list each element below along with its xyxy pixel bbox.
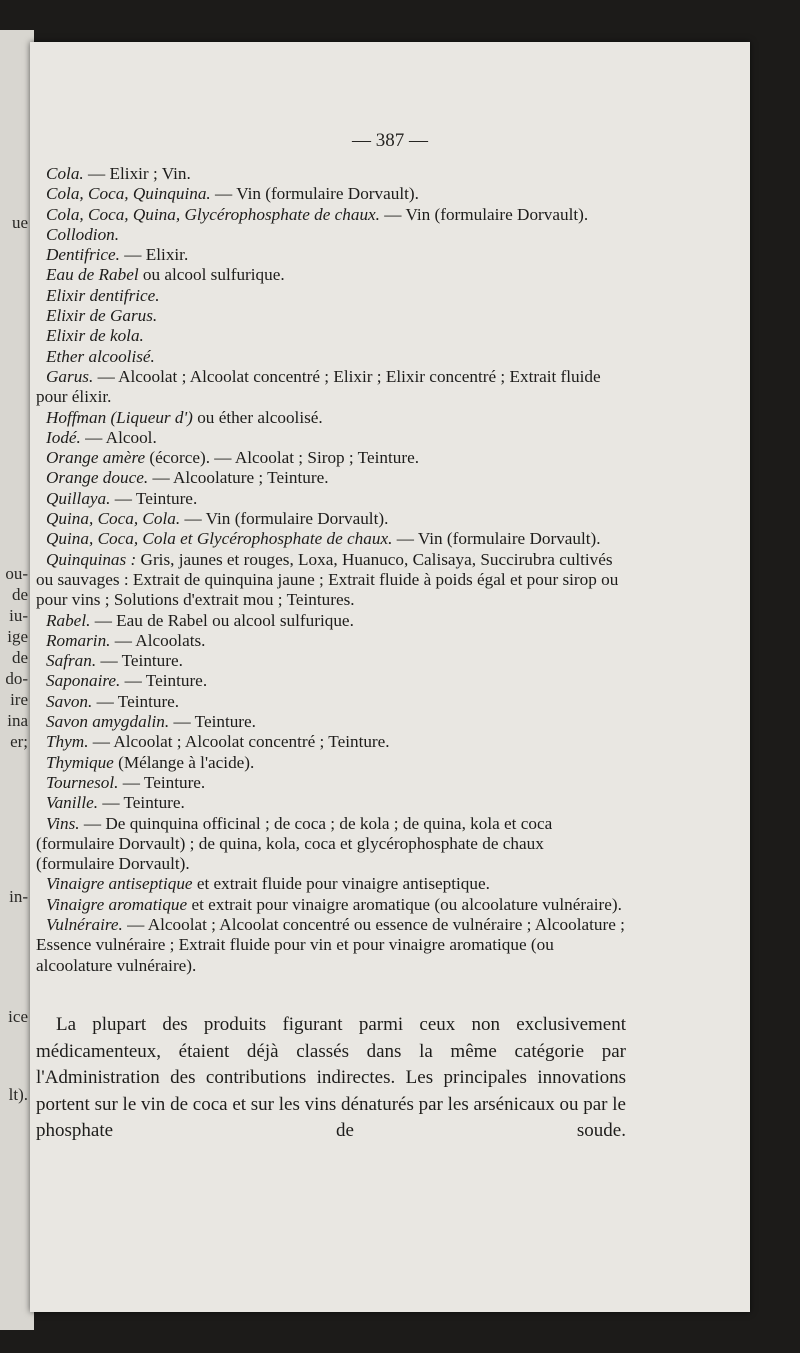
entry-details: — Vin (formulaire Dorvault).	[210, 184, 419, 204]
entry-details: — Teinture.	[169, 712, 256, 732]
left-page-fragment: lt).	[8, 1085, 28, 1104]
list-item	[36, 428, 626, 448]
entry-name: Hoffman (Liqueur d')	[46, 407, 193, 427]
entry-name: Elixir de Garus.	[46, 306, 158, 326]
list-item	[36, 184, 626, 204]
list-item	[36, 550, 626, 611]
list-item	[36, 509, 626, 529]
entry-details: — Teinture.	[98, 793, 185, 813]
left-page-fragment: er;	[10, 732, 28, 751]
list-item	[36, 225, 626, 245]
list-item	[36, 489, 626, 509]
entry-details: — Elixir ; Vin.	[83, 164, 191, 183]
entry-name: Tournesol.	[46, 772, 119, 792]
left-page-fragment: do-	[5, 669, 28, 688]
entry-name: Rabel.	[46, 610, 91, 630]
list-item	[36, 347, 626, 367]
entry-details: — Teinture.	[110, 488, 198, 508]
entry-name: Romarin.	[46, 630, 111, 650]
entry-details: — Elixir.	[119, 245, 189, 265]
book-page	[30, 42, 750, 1312]
list-item	[36, 611, 626, 631]
entry-details: (Mélange à l'acide).	[113, 752, 255, 772]
entry-name: Orange amère	[46, 448, 146, 468]
entry-details: — Alcoolat ; Alcoolat concentré ; Teinture.	[88, 732, 390, 752]
list-item	[36, 814, 626, 875]
entry-name: Vins.	[46, 813, 80, 833]
list-item	[36, 895, 626, 915]
entry-name: Safran.	[46, 651, 97, 671]
entry-details: et extrait fluide pour vinaigre antiseptique.	[192, 874, 490, 894]
entry-name: Vanille.	[46, 793, 99, 813]
entry-details: ou alcool sulfurique.	[138, 265, 285, 285]
entry-name: Garus.	[46, 366, 94, 386]
list-item	[36, 671, 626, 691]
left-page-fragment: de	[11, 585, 28, 604]
entry-name: Quillaya.	[46, 488, 111, 508]
entry-name: Quina, Coca, Cola et Glycérophosphate de chaux.	[46, 529, 393, 549]
entry-name: Ether alcoolisé.	[46, 346, 155, 366]
list-item	[36, 692, 626, 712]
list-item	[36, 326, 626, 346]
entry-details: — Vin (formulaire Dorvault).	[392, 529, 601, 549]
entry-name: Thym.	[46, 732, 89, 752]
list-item	[36, 732, 626, 752]
list-item	[36, 367, 626, 408]
left-page-fragment: ige	[7, 627, 28, 646]
entry-details: — Teinture.	[92, 691, 180, 711]
entry-name: Saponaire.	[46, 671, 121, 691]
list-item	[36, 265, 626, 285]
entry-name: Eau de Rabel	[46, 265, 139, 285]
entry-name: Vinaigre antiseptique	[46, 874, 193, 894]
list-item	[36, 874, 626, 894]
left-page-fragment: iu-	[9, 606, 28, 625]
list-item	[36, 773, 626, 793]
entry-details: — Alcoolat ; Alcoolat concentré ; Elixir ; Elixir concentré ; Extrait fluide pour élixir.	[36, 366, 601, 407]
entry-details: — Teinture.	[120, 671, 208, 691]
list-item	[36, 915, 626, 976]
left-page-fragment: ice	[8, 1007, 28, 1026]
entry-details: (écorce). — Alcoolat ; Sirop ; Teinture.	[145, 448, 419, 468]
entry-name: Quina, Coca, Cola.	[46, 509, 181, 529]
entry-name: Savon.	[46, 691, 93, 711]
entry-name: Cola, Coca, Quina, Glycérophosphate de chaux.	[46, 204, 380, 224]
list-item	[36, 448, 626, 468]
list-item	[36, 631, 626, 651]
entry-name: Iodé.	[46, 427, 81, 447]
entry-name: Cola.	[46, 164, 84, 183]
entry-name: Elixir de kola.	[46, 326, 144, 346]
list-item	[36, 286, 626, 306]
page-number: — 387 —	[352, 130, 428, 151]
list-item	[36, 468, 626, 488]
entry-name: Orange douce.	[46, 468, 149, 488]
left-page-fragment: in-	[9, 887, 28, 906]
entry-details: ou éther alcoolisé.	[192, 407, 323, 427]
entry-details: — Alcoolature ; Teinture.	[148, 468, 329, 488]
closing-paragraph: La plupart des produits figurant parmi ceux non exclusivement médicamenteux, étaient déjà classés dans la même catégorie par l'Administration des contributions indirectes. Les principales innovations portent sur le vin de coca et sur les vins dénaturés par les arsénicaux ou par le phosphate de soude.	[36, 1014, 626, 1141]
left-page-fragment: de	[11, 648, 28, 667]
entry-name: Vulnéraire.	[46, 914, 123, 934]
list-item	[36, 205, 626, 225]
list-item	[36, 651, 626, 671]
list-item	[36, 793, 626, 813]
entry-name: Savon amygdalin.	[46, 712, 170, 732]
entry-details: — Vin (formulaire Dorvault).	[379, 204, 589, 224]
list-item	[36, 245, 626, 265]
left-page-fragment: ina	[7, 711, 28, 730]
list-item	[36, 712, 626, 732]
left-page-fragment: ou-	[5, 564, 28, 583]
previous-page-edge	[0, 30, 34, 1330]
entry-name: Elixir dentifrice.	[46, 285, 160, 305]
entry-details: — Teinture.	[96, 651, 183, 671]
entry-name: Quinquinas :	[46, 549, 137, 569]
entry-details: — Alcoolats.	[110, 630, 206, 650]
entry-details: Gris, jaunes et rouges, Loxa, Huanuco, Calisaya, Succirubra cultivés ou sauvages : Extrait de quinquina jaune ; Extrait fluide à poids égal et pour sirop ou pour vins ; Solutions d'extrait mou ; Teintures.	[36, 549, 619, 610]
left-page-fragment: ue	[11, 213, 28, 232]
entry-details: — Vin (formulaire Dorvault).	[180, 509, 389, 529]
list-item	[36, 408, 626, 428]
entry-details: — Alcool.	[80, 427, 157, 447]
list-item	[36, 306, 626, 326]
entry-list	[36, 164, 626, 976]
list-item	[36, 753, 626, 773]
entry-details: — Eau de Rabel ou alcool sulfurique.	[90, 610, 354, 630]
list-item	[36, 529, 626, 549]
entry-name: Cola, Coca, Quinquina.	[46, 184, 211, 204]
entry-name: Thymique	[46, 752, 114, 772]
list-item	[36, 164, 626, 184]
left-page-fragment: ire	[10, 690, 28, 709]
entry-details: — Alcoolat ; Alcoolat concentré ou essence de vulnéraire ; Alcoolature ; Essence vulnéraire ; Extrait fluide pour vin et pour vinaigre aromatique (ou alcoolature vulnéraire).	[36, 914, 625, 975]
entry-details: et extrait pour vinaigre aromatique (ou alcoolature vulnéraire).	[187, 894, 622, 914]
entry-details: — Teinture.	[118, 772, 206, 792]
entry-name: Collodion.	[46, 224, 120, 244]
entry-details: — De quinquina officinal ; de coca ; de kola ; de quina, kola et coca (formulaire Dorvault) ; de quina, kola, coca et glycérophosphate de chaux (formulaire Dorvault).	[36, 813, 553, 874]
entry-name: Vinaigre aromatique	[46, 894, 188, 914]
entry-name: Dentifrice.	[46, 245, 120, 265]
